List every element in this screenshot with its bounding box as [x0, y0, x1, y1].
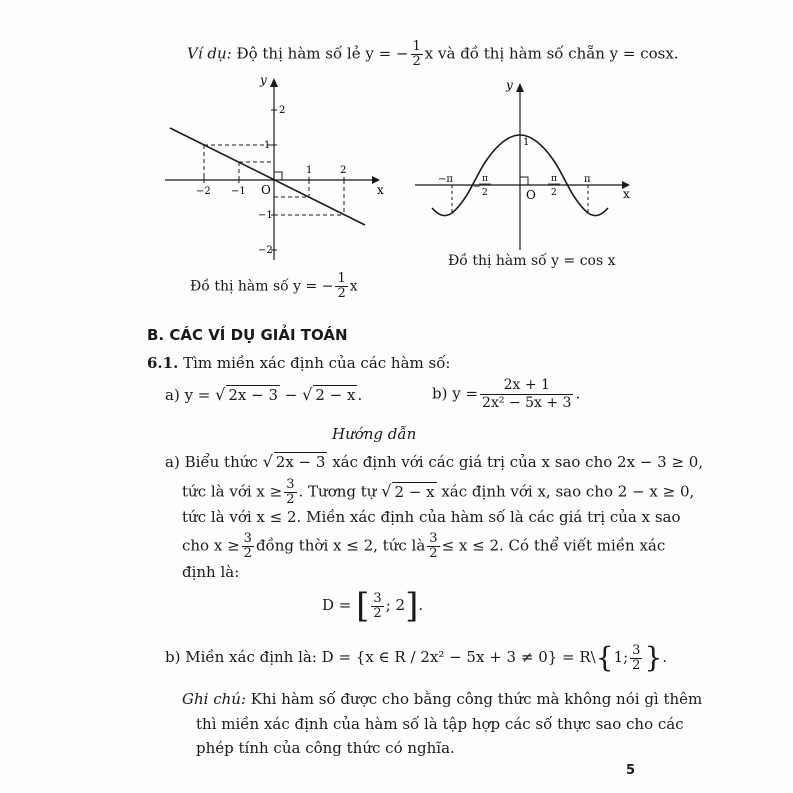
fraction: [630, 644, 642, 673]
y-axis-label: y: [506, 78, 513, 92]
problem-part-a: [165, 385, 362, 404]
guide-a-line-3: tức là với x ≤ 2. Miền xác định của hàm số là các giá trị của x sao: [182, 508, 681, 526]
text: b) Miền xác định là: D = {x ∈ R / 2x² − 5x + 3 ≠ 0} = R\: [165, 648, 596, 666]
fraction-denominator: 2: [286, 492, 295, 507]
radicand-2: 2 − x: [315, 386, 356, 404]
note-line-2: thì miền xác định của hàm số là tập hợp các số thực sao cho các: [196, 715, 684, 733]
y-axis-label: y: [260, 73, 267, 87]
x-tick-label-neg2: −2: [196, 186, 211, 197]
fraction-numerator: 3: [286, 477, 295, 492]
fraction-numerator: 2x + 1: [480, 377, 573, 395]
y-tick-label-neg1: −1: [258, 210, 273, 221]
fraction-denominator: 2: [373, 605, 382, 621]
graph1-caption-suffix: x: [349, 278, 358, 295]
x-tick-label-neg-half-pi-num: π: [482, 174, 488, 184]
period: .: [418, 596, 424, 614]
guide-a-line-4: [182, 532, 665, 561]
problem-number: 6.1.: [147, 354, 179, 372]
period: .: [662, 648, 668, 666]
x-axis-label: x: [377, 183, 384, 197]
fraction: [371, 592, 383, 621]
graph2-caption: Đồ thị hàm số y = cos x: [448, 253, 616, 269]
open-bracket: [: [356, 586, 370, 626]
radicand: 2 − x: [394, 482, 435, 501]
x-tick-label-half-pi-num: π: [551, 174, 557, 184]
example-text-2: x và đồ thị hàm số chẵn y = cosx.: [424, 44, 679, 63]
right-angle-marker: [274, 172, 282, 180]
period: .: [575, 384, 581, 403]
example-fraction: [411, 40, 423, 69]
text: 1;: [613, 648, 629, 666]
graph-cosine: [410, 75, 635, 255]
graph1-caption-prefix: Đồ thị hàm số y = −: [190, 278, 334, 295]
fraction: [242, 532, 254, 561]
fraction-denominator: 2: [632, 657, 641, 673]
radicand-1: 2x − 3: [228, 386, 279, 404]
x-tick-label-half-pi-den: 2: [551, 188, 557, 198]
text: tức là với x ≥: [182, 482, 283, 501]
text: xác định với x, sao cho 2 − x ≥ 0,: [441, 482, 695, 501]
close-bracket: ]: [405, 586, 419, 626]
fraction-denominator: 2: [337, 286, 346, 301]
x-tick-label-1: 1: [306, 165, 313, 176]
fraction-numerator: 3: [373, 590, 382, 606]
x-tick-minus: −: [473, 182, 481, 192]
part-b-label: b) y =: [432, 384, 479, 403]
text: . Tương tự: [298, 482, 377, 501]
radicand: 2x − 3: [275, 453, 326, 471]
part-a-label: a) y =: [165, 386, 211, 404]
x-axis-label: x: [623, 187, 630, 201]
fraction-numerator: 3: [429, 531, 438, 546]
fraction-numerator: 3: [632, 642, 641, 658]
sqrt-icon: √: [381, 481, 392, 501]
text: Khi hàm số được cho bằng công thức mà không nói gì thêm: [250, 690, 703, 708]
origin-label: O: [261, 183, 271, 197]
fraction: [427, 532, 439, 561]
example-text-1: Độ thị hàm số lẻ y = −: [236, 44, 409, 63]
x-tick-label-neg-pi: −π: [438, 174, 453, 185]
fraction-numerator: 1: [412, 39, 421, 54]
close-brace: }: [644, 641, 663, 674]
sqrt-icon: √: [215, 385, 226, 404]
x-tick-label-neg-half-pi-den: 2: [482, 188, 488, 198]
x-tick-label-pi: π: [584, 174, 591, 185]
text: cho x ≥: [182, 536, 240, 555]
text: ; 2: [385, 596, 406, 614]
example-line: [187, 40, 679, 69]
peak-label: 1: [523, 137, 530, 148]
fraction-denominator: 2: [412, 54, 421, 69]
y-axis-arrow-icon: [516, 83, 524, 92]
text: ≤ x ≤ 2. Có thể viết miền xác: [441, 536, 666, 555]
graph-linear: [160, 70, 390, 270]
fraction: [284, 478, 296, 507]
text: đồng thời x ≤ 2, tức là: [255, 536, 426, 555]
text: D =: [322, 596, 352, 614]
section-title: B. CÁC VÍ DỤ GIẢI TOÁN: [147, 326, 348, 344]
guide-title: Hướng dẫn: [332, 425, 417, 443]
y-tick-label-2: 2: [279, 105, 286, 116]
fraction-numerator: 3: [243, 531, 252, 546]
note-line-3: phép tính của công thức có nghĩa.: [196, 739, 455, 757]
sqrt-icon: √: [262, 452, 273, 471]
fraction-denominator: 2: [243, 546, 252, 561]
open-brace: {: [595, 641, 614, 674]
guide-a-line-2: [182, 478, 694, 507]
sqrt-icon: √: [302, 385, 313, 404]
fraction-denominator: 2: [429, 546, 438, 561]
page-number: 5: [626, 763, 636, 778]
domain-formula-a: [322, 586, 424, 626]
y-tick-label-1: 1: [264, 140, 271, 151]
note-line-1: [182, 690, 702, 708]
problem-part-b: [432, 377, 580, 412]
period: .: [357, 386, 363, 404]
guide-b-line: [165, 642, 667, 673]
right-angle-marker: [520, 177, 528, 185]
problem-statement: [147, 354, 450, 372]
note-label: Ghi chú:: [182, 690, 246, 708]
y-axis-arrow-icon: [270, 78, 278, 87]
graph1-caption-fraction: [335, 272, 347, 301]
example-label: Ví dụ:: [187, 44, 232, 63]
text: xác định với các giá trị của x sao cho 2x − 3 ≥ 0,: [332, 453, 704, 471]
fraction-denominator: 2x² − 5x + 3: [482, 395, 572, 411]
problem-text: Tìm miền xác định của các hàm số:: [183, 354, 451, 372]
x-tick-label-2: 2: [340, 165, 347, 176]
text: a) Biểu thức: [165, 453, 258, 471]
graph1-caption: [190, 272, 358, 301]
part-b-fraction: [480, 377, 573, 412]
guide-a-line-5: định là:: [182, 563, 240, 581]
y-tick-label-neg2: −2: [258, 245, 273, 256]
origin-label: O: [526, 188, 536, 202]
fraction-numerator: 1: [337, 271, 346, 286]
guide-a-line-1: [165, 452, 703, 471]
minus-sign: −: [284, 386, 298, 404]
x-tick-label-neg1: −1: [231, 186, 246, 197]
